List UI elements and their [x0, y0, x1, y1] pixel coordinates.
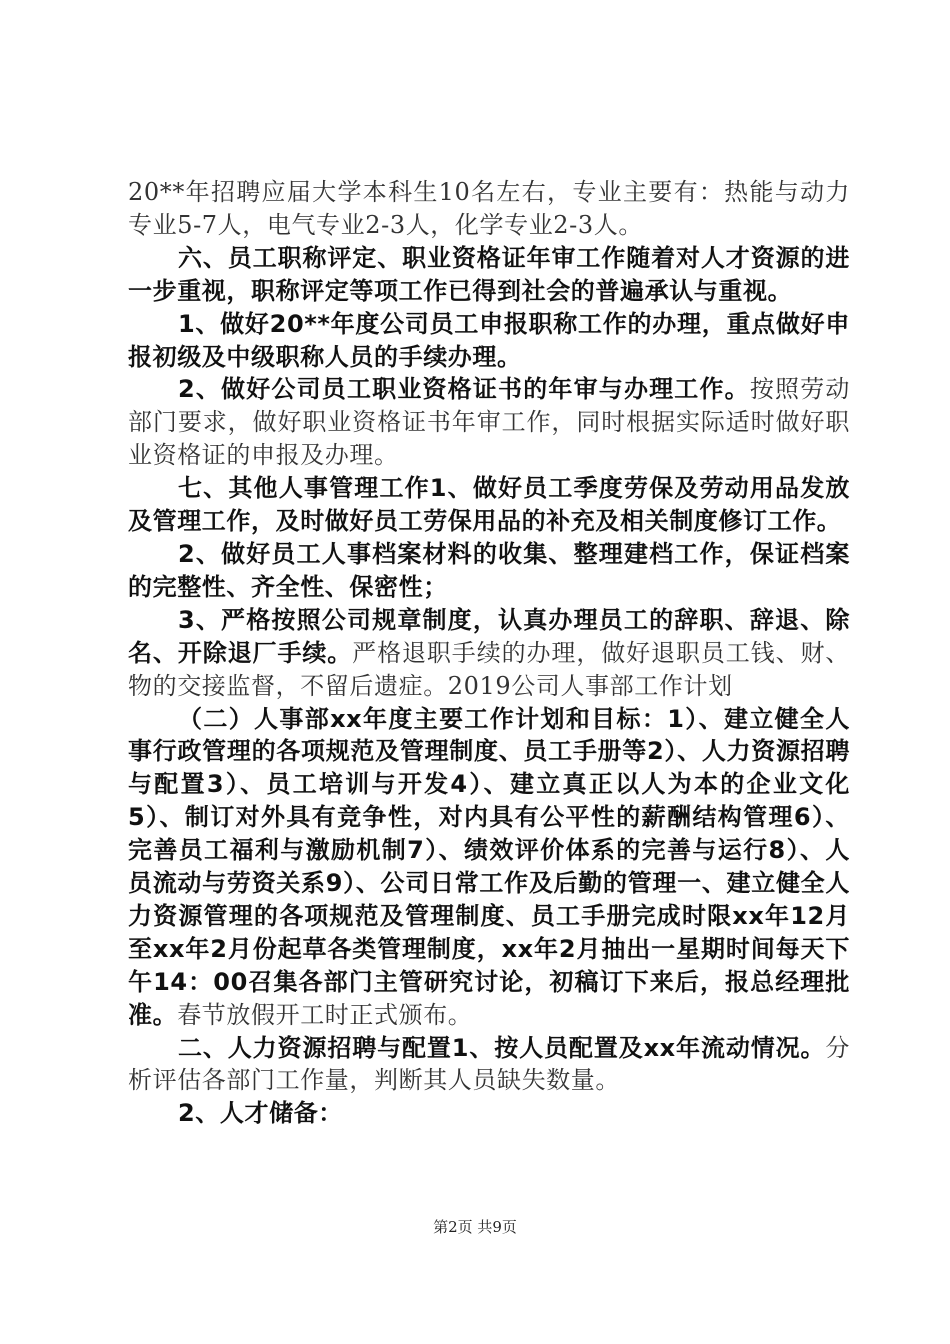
paragraph: [128, 538, 850, 604]
paragraph: [128, 176, 850, 242]
text-run: 六、员工职称评定、职业资格证年审工作随着对人才资源的进一步重视，职称评定等项工作已得到社会的普遍承认与重视。: [128, 243, 850, 305]
text-run: 严格退职手续的办理，做好退职员工钱、财、物的交接监督，不留后遗症。2019公司人事部工作计划: [128, 638, 851, 700]
text-run: （二）人事部xx年度主要工作计划和目标：1）、建立健全人事行政管理的各项规范及管理制度、员工手册等2）、人力资源招聘与配置3）、员工培训与开发4）、建立真正以人为本的企业文化5）、制订对外具有竞争性，对内具有公平性的薪酬结构管理6）、完善员工福利与激励机制7）、绩效评价体系的完善与运行8）、人员流动与劳资关系9）、公司日常工作及后勤的管理一、建立健全人力资源管理的各项规范及管理制度、员工手册完成时限xx年12月至xx年2月份起草各类管理制度，xx年2月抽出一星期时间每天下午14：00召集各部门主管研究讨论，初稿订下来后，报总经理批准。: [128, 704, 850, 1029]
paragraph: [128, 1097, 850, 1130]
paragraph: [128, 604, 850, 703]
page-footer: [0, 1216, 950, 1237]
paragraph: [128, 308, 850, 374]
page-number: 第2页 共9页: [433, 1218, 517, 1236]
paragraph: [128, 242, 850, 308]
paragraph: [128, 703, 850, 1032]
text-run: 3、严格按照公司规章制度，认真办理员工的辞职、辞退、除名、开除退厂手续。: [128, 605, 850, 667]
text-run: 七、其他人事管理工作1、做好员工季度劳保及劳动用品发放及管理工作，及时做好员工劳保用品的补充及相关制度修订工作。: [128, 474, 850, 536]
text-run: 按照劳动部门要求，做好职业资格证书年审工作，同时根据实际适时做好职业资格证的申报及办理。: [128, 375, 851, 470]
text-run: 2、人才储备：: [178, 1099, 343, 1128]
text-run: 20**年招聘应届大学本科生10名左右，专业主要有：热能与动力专业5-7人，电气专业2-3人，化学专业2-3人。: [128, 178, 850, 239]
text-run: 分析评估各部门工作量，判断其人员缺失数量。: [128, 1033, 850, 1095]
paragraph: [128, 1032, 850, 1098]
paragraph: [128, 373, 850, 472]
paragraph: [128, 472, 850, 538]
text-run: 2、做好员工人事档案材料的收集、整理建档工作，保证档案的完整性、齐全性、保密性；: [128, 539, 850, 601]
document-body: [128, 176, 850, 1130]
text-run: 二、人力资源招聘与配置1、按人员配置及xx年流动情况。: [178, 1033, 826, 1062]
text-run: 1、做好20**年度公司员工申报职称工作的办理，重点做好申报初级及中级职称人员的手续办理。: [128, 309, 850, 371]
text-run: 2、做好公司员工职业资格证书的年审与办理工作。: [178, 375, 750, 404]
text-run: 春节放假开工时正式颁布。: [177, 1000, 473, 1029]
